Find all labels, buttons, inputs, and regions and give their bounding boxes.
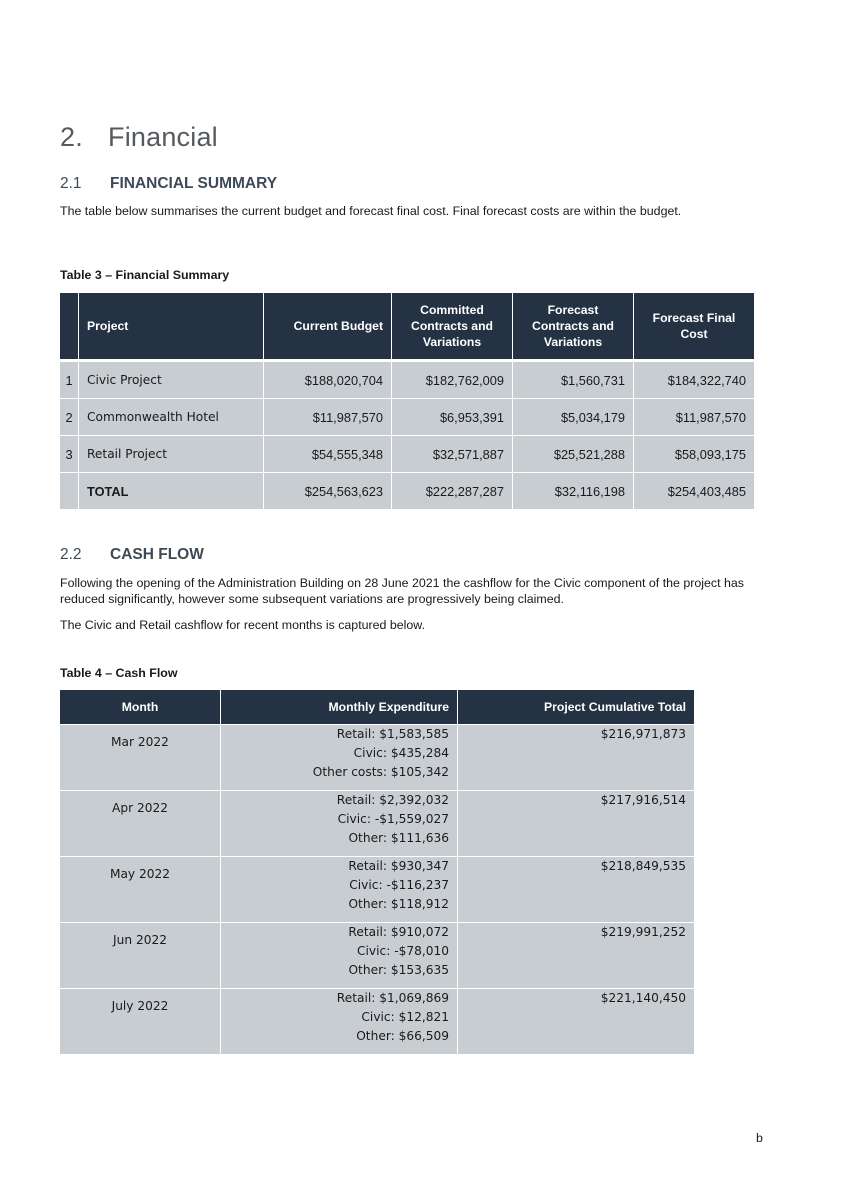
cell-committed: $222,287,287 (392, 473, 513, 510)
subsection-number: 2.1 (60, 175, 82, 192)
cell-cumulative-total: $218,849,535 (458, 857, 695, 923)
cell-committed: $6,953,391 (392, 399, 513, 436)
header-cell-committed: Committed Contracts and Variations (392, 293, 513, 361)
cell-month: July 2022 (60, 989, 221, 1055)
cell-forecast-final: $11,987,570 (634, 399, 755, 436)
table-row (60, 399, 754, 436)
cell-number: 3 (60, 436, 79, 473)
cell-current-budget: $254,563,623 (264, 473, 392, 510)
table-row (60, 361, 754, 399)
header-cell-number (60, 293, 79, 361)
header-cell-cumulative-total: Project Cumulative Total (458, 690, 695, 725)
expenditure-line: Retail: $910,072 (348, 925, 449, 939)
section-number: 2. (60, 122, 83, 152)
financial-summary-paragraph: The table below summarises the current budget and forecast final cost. Final forecast costs are within the budget. (60, 204, 682, 218)
cell-total-label: TOTAL (79, 473, 264, 510)
expenditure-line: Civic: -$78,010 (357, 944, 449, 958)
expenditure-line: Other costs: $105,342 (312, 765, 449, 779)
cell-month: Jun 2022 (60, 923, 221, 989)
cell-project: Retail Project (79, 436, 264, 473)
section-heading (60, 122, 218, 153)
expenditure-line: Civic: -$1,559,027 (337, 812, 449, 826)
table-row (60, 436, 754, 473)
cell-forecast-contracts: $25,521,288 (513, 436, 634, 473)
table-3-caption: Table 3 – Financial Summary (60, 268, 230, 282)
table-row (60, 725, 694, 791)
cell-monthly-expenditure (221, 791, 458, 857)
header-cell-project: Project (79, 293, 264, 361)
expenditure-line: Retail: $1,069,869 (336, 991, 449, 1005)
header-cell-current-budget: Current Budget (264, 293, 392, 361)
cell-forecast-final: $58,093,175 (634, 436, 755, 473)
cell-monthly-expenditure (221, 725, 458, 791)
cell-forecast-contracts: $32,116,198 (513, 473, 634, 510)
expenditure-line: Retail: $1,583,585 (336, 727, 449, 741)
cell-monthly-expenditure (221, 923, 458, 989)
cell-committed: $32,571,887 (392, 436, 513, 473)
cash-flow-table (60, 690, 694, 1054)
expenditure-line: Other: $118,912 (348, 897, 449, 911)
table-row (60, 791, 694, 857)
cell-monthly-expenditure (221, 857, 458, 923)
expenditure-line: Retail: $2,392,032 (336, 793, 449, 807)
cell-cumulative-total: $219,991,252 (458, 923, 695, 989)
cell-monthly-expenditure (221, 989, 458, 1055)
expenditure-line: Other: $66,509 (356, 1029, 449, 1043)
cell-cumulative-total: $216,971,873 (458, 725, 695, 791)
table-row (60, 857, 694, 923)
table-header-row (60, 690, 694, 725)
cell-month: Mar 2022 (60, 725, 221, 791)
subsection-heading-cash-flow (60, 546, 204, 564)
table-row (60, 923, 694, 989)
header-cell-forecast-final: Forecast Final Cost (634, 293, 755, 361)
cell-project: Civic Project (79, 361, 264, 399)
table-header-row (60, 293, 754, 361)
expenditure-line: Civic: -$116,237 (349, 878, 449, 892)
cell-current-budget: $54,555,348 (264, 436, 392, 473)
cell-number: 1 (60, 361, 79, 399)
cell-committed: $182,762,009 (392, 361, 513, 399)
expenditure-line: Civic: $435,284 (353, 746, 449, 760)
cell-current-budget: $11,987,570 (264, 399, 392, 436)
cell-number: 2 (60, 399, 79, 436)
cash-flow-paragraph-2: The Civic and Retail cashflow for recent months is captured below. (60, 618, 426, 632)
section-title: Financial (108, 122, 218, 152)
table-4-caption: Table 4 – Cash Flow (60, 666, 178, 680)
financial-summary-table (60, 293, 754, 509)
subsection-heading-financial-summary (60, 175, 277, 193)
cell-month: May 2022 (60, 857, 221, 923)
cash-flow-paragraph-1: Following the opening of the Administration Building on 28 June 2021 the cashflow for the Civic component of the project has reduced significantly, however some subsequent variations are progressively being claimed. (60, 576, 744, 606)
header-cell-month: Month (60, 690, 221, 725)
page-number: b (756, 1131, 763, 1145)
cell-month: Apr 2022 (60, 791, 221, 857)
cell-cumulative-total: $221,140,450 (458, 989, 695, 1055)
cell-forecast-final: $184,322,740 (634, 361, 755, 399)
subsection-title: FINANCIAL SUMMARY (110, 175, 278, 192)
header-cell-monthly-expenditure: Monthly Expenditure (221, 690, 458, 725)
cell-forecast-final: $254,403,485 (634, 473, 755, 510)
header-cell-forecast-contracts: Forecast Contracts and Variations (513, 293, 634, 361)
expenditure-line: Other: $111,636 (348, 831, 449, 845)
table-row (60, 989, 694, 1055)
expenditure-line: Retail: $930,347 (348, 859, 449, 873)
cell-current-budget: $188,020,704 (264, 361, 392, 399)
subsection-number: 2.2 (60, 546, 82, 563)
cell-forecast-contracts: $1,560,731 (513, 361, 634, 399)
expenditure-line: Other: $153,635 (348, 963, 449, 977)
table-total-row (60, 473, 754, 510)
cell-forecast-contracts: $5,034,179 (513, 399, 634, 436)
subsection-title: CASH FLOW (110, 546, 204, 563)
expenditure-line: Civic: $12,821 (361, 1010, 449, 1024)
cell-cumulative-total: $217,916,514 (458, 791, 695, 857)
cell-project: Commonwealth Hotel (79, 399, 264, 436)
cell-number (60, 473, 79, 510)
